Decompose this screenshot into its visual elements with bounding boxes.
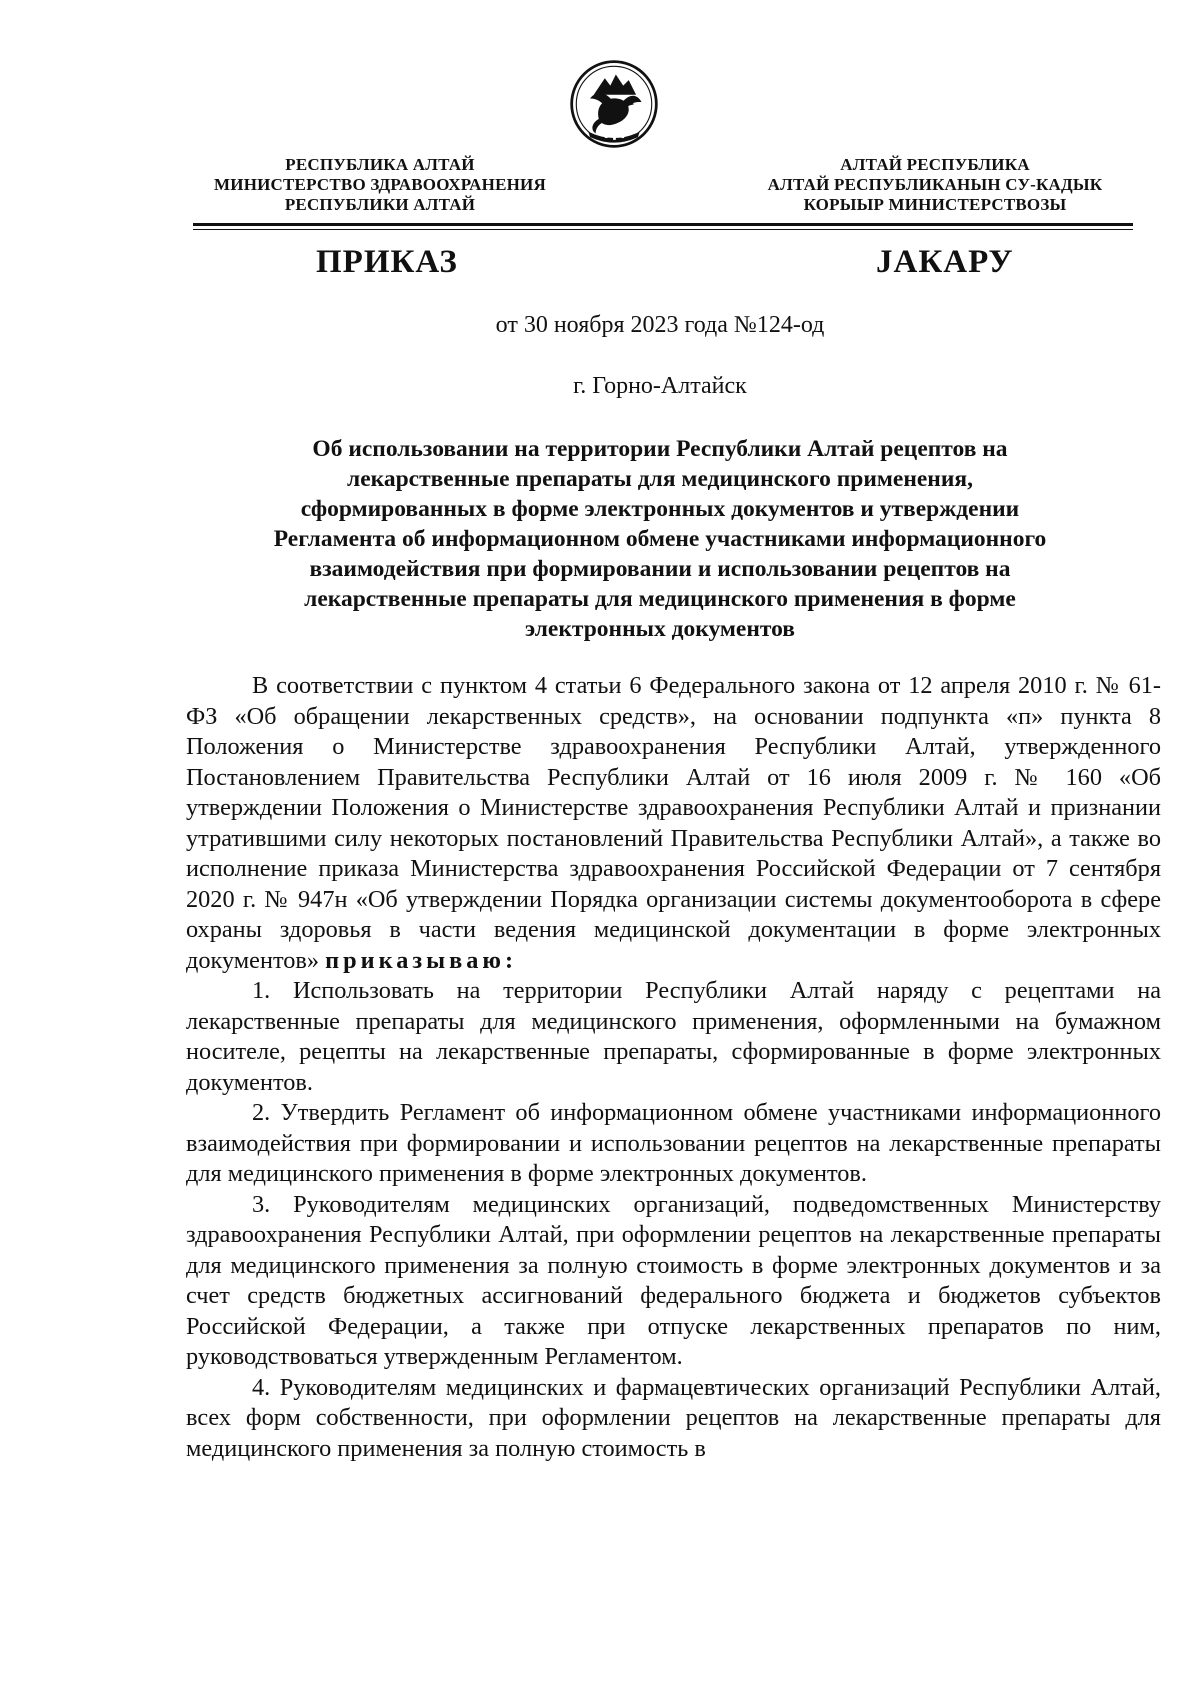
header-divider-thick bbox=[193, 223, 1133, 226]
header-right-line1: АЛТАЙ РЕСПУБЛИКА bbox=[840, 155, 1030, 174]
order-item-1: 1. Использовать на территории Республики Алтай наряду с рецептами на лекарственные препараты для медицинского применения, оформленными на бумажном носителе, рецепты на лекарственные препараты, сформированные в форме электронных документов. bbox=[186, 977, 1161, 1096]
order-item-4: 4. Руководителям медицинских и фармацевтических организаций Республики Алтай, всех форм собственности, при оформлении рецептов на лекарственные препараты для медицинского применения за полную стоимость в bbox=[186, 1373, 1161, 1462]
heading-line: Регламента об информационном обмене участниками информационного bbox=[273, 526, 1047, 552]
header-right-line3: КОРЫЫР МИНИСТЕРСТВОЗЫ bbox=[803, 195, 1067, 214]
preamble-paragraph bbox=[186, 671, 1161, 976]
heading-line: электронных документов bbox=[525, 616, 795, 642]
header-left-line1: РЕСПУБЛИКА АЛТАЙ bbox=[285, 155, 475, 174]
ministry-name-russian bbox=[190, 155, 570, 215]
order-title-altai: JАКАРУ bbox=[876, 244, 1014, 280]
order-city: г. Горно-Алтайск bbox=[573, 373, 747, 399]
heading-line: взаимодействия при формировании и использовании рецептов на bbox=[309, 556, 1011, 582]
document-heading bbox=[188, 434, 1132, 644]
coat-of-arms-icon bbox=[568, 58, 660, 150]
order-title-russian: ПРИКАЗ bbox=[316, 244, 458, 280]
heading-line: лекарственные препараты для медицинского применения, bbox=[347, 466, 973, 492]
header-right-line2: АЛТАЙ РЕСПУБЛИКАНЫН СУ-КАДЫК bbox=[767, 175, 1103, 194]
preamble-text: В соответствии с пунктом 4 статьи 6 Федерального закона от 12 апреля 2010 г. № 61-ФЗ «Об обращении лекарственных средств», на основании подпункта «п» пункта 8 Положения о Министерстве здравоохранения Республики Алтай, утвержденного Постановлением Правительства Республики Алтай от 16 июля 2009 г. № 160 «Об утверждении Положения о Министерстве здравоохранения Республики Алтай и признании утратившими силу некоторых постановлений Правительства Республики Алтай», а также во исполнение приказа Министерства здравоохранения Российской Федерации от 7 сентября 2020 г. № 947н «Об утверждении Порядка организации системы документооборота в сфере охраны здоровья в части ведения медицинской документации в форме электронных документов» bbox=[186, 672, 1161, 974]
heading-line: Об использовании на территории Республики Алтай рецептов на bbox=[312, 436, 1008, 462]
header-left-line3: РЕСПУБЛИКИ АЛТАЙ bbox=[284, 195, 476, 214]
header-divider-thin bbox=[193, 229, 1133, 230]
heading-line: лекарственные препараты для медицинского применения в форме bbox=[304, 586, 1016, 612]
order-word: приказываю: bbox=[325, 946, 518, 974]
heading-line: сформированных в форме электронных документов и утверждении bbox=[300, 496, 1020, 522]
header-left-line2: МИНИСТЕРСТВО ЗДРАВООХРАНЕНИЯ bbox=[214, 175, 546, 194]
document-body bbox=[186, 671, 1161, 1464]
order-item-3: 3. Руководителям медицинских организаций, подведомственных Министерству здравоохранения Республики Алтай, при оформлении рецептов на лекарственные препараты для медицинского применения за полную стоимость в форме электронных документов и за счет средств бюджетных ассигнований федерального бюджета и бюджетов субъектов Российской Федерации, а также при отпуске лекарственных препаратов по ним, руководствоваться утвержденным Регламентом. bbox=[186, 1190, 1161, 1370]
order-date-number: от 30 ноября 2023 года №124-од bbox=[495, 312, 825, 338]
order-item-2: 2. Утвердить Регламент об информационном обмене участниками информационного взаимодействия при формировании и использовании рецептов на лекарственные препараты для медицинского применения в форме электронных документов. bbox=[186, 1099, 1161, 1187]
ministry-name-altai bbox=[740, 155, 1130, 215]
